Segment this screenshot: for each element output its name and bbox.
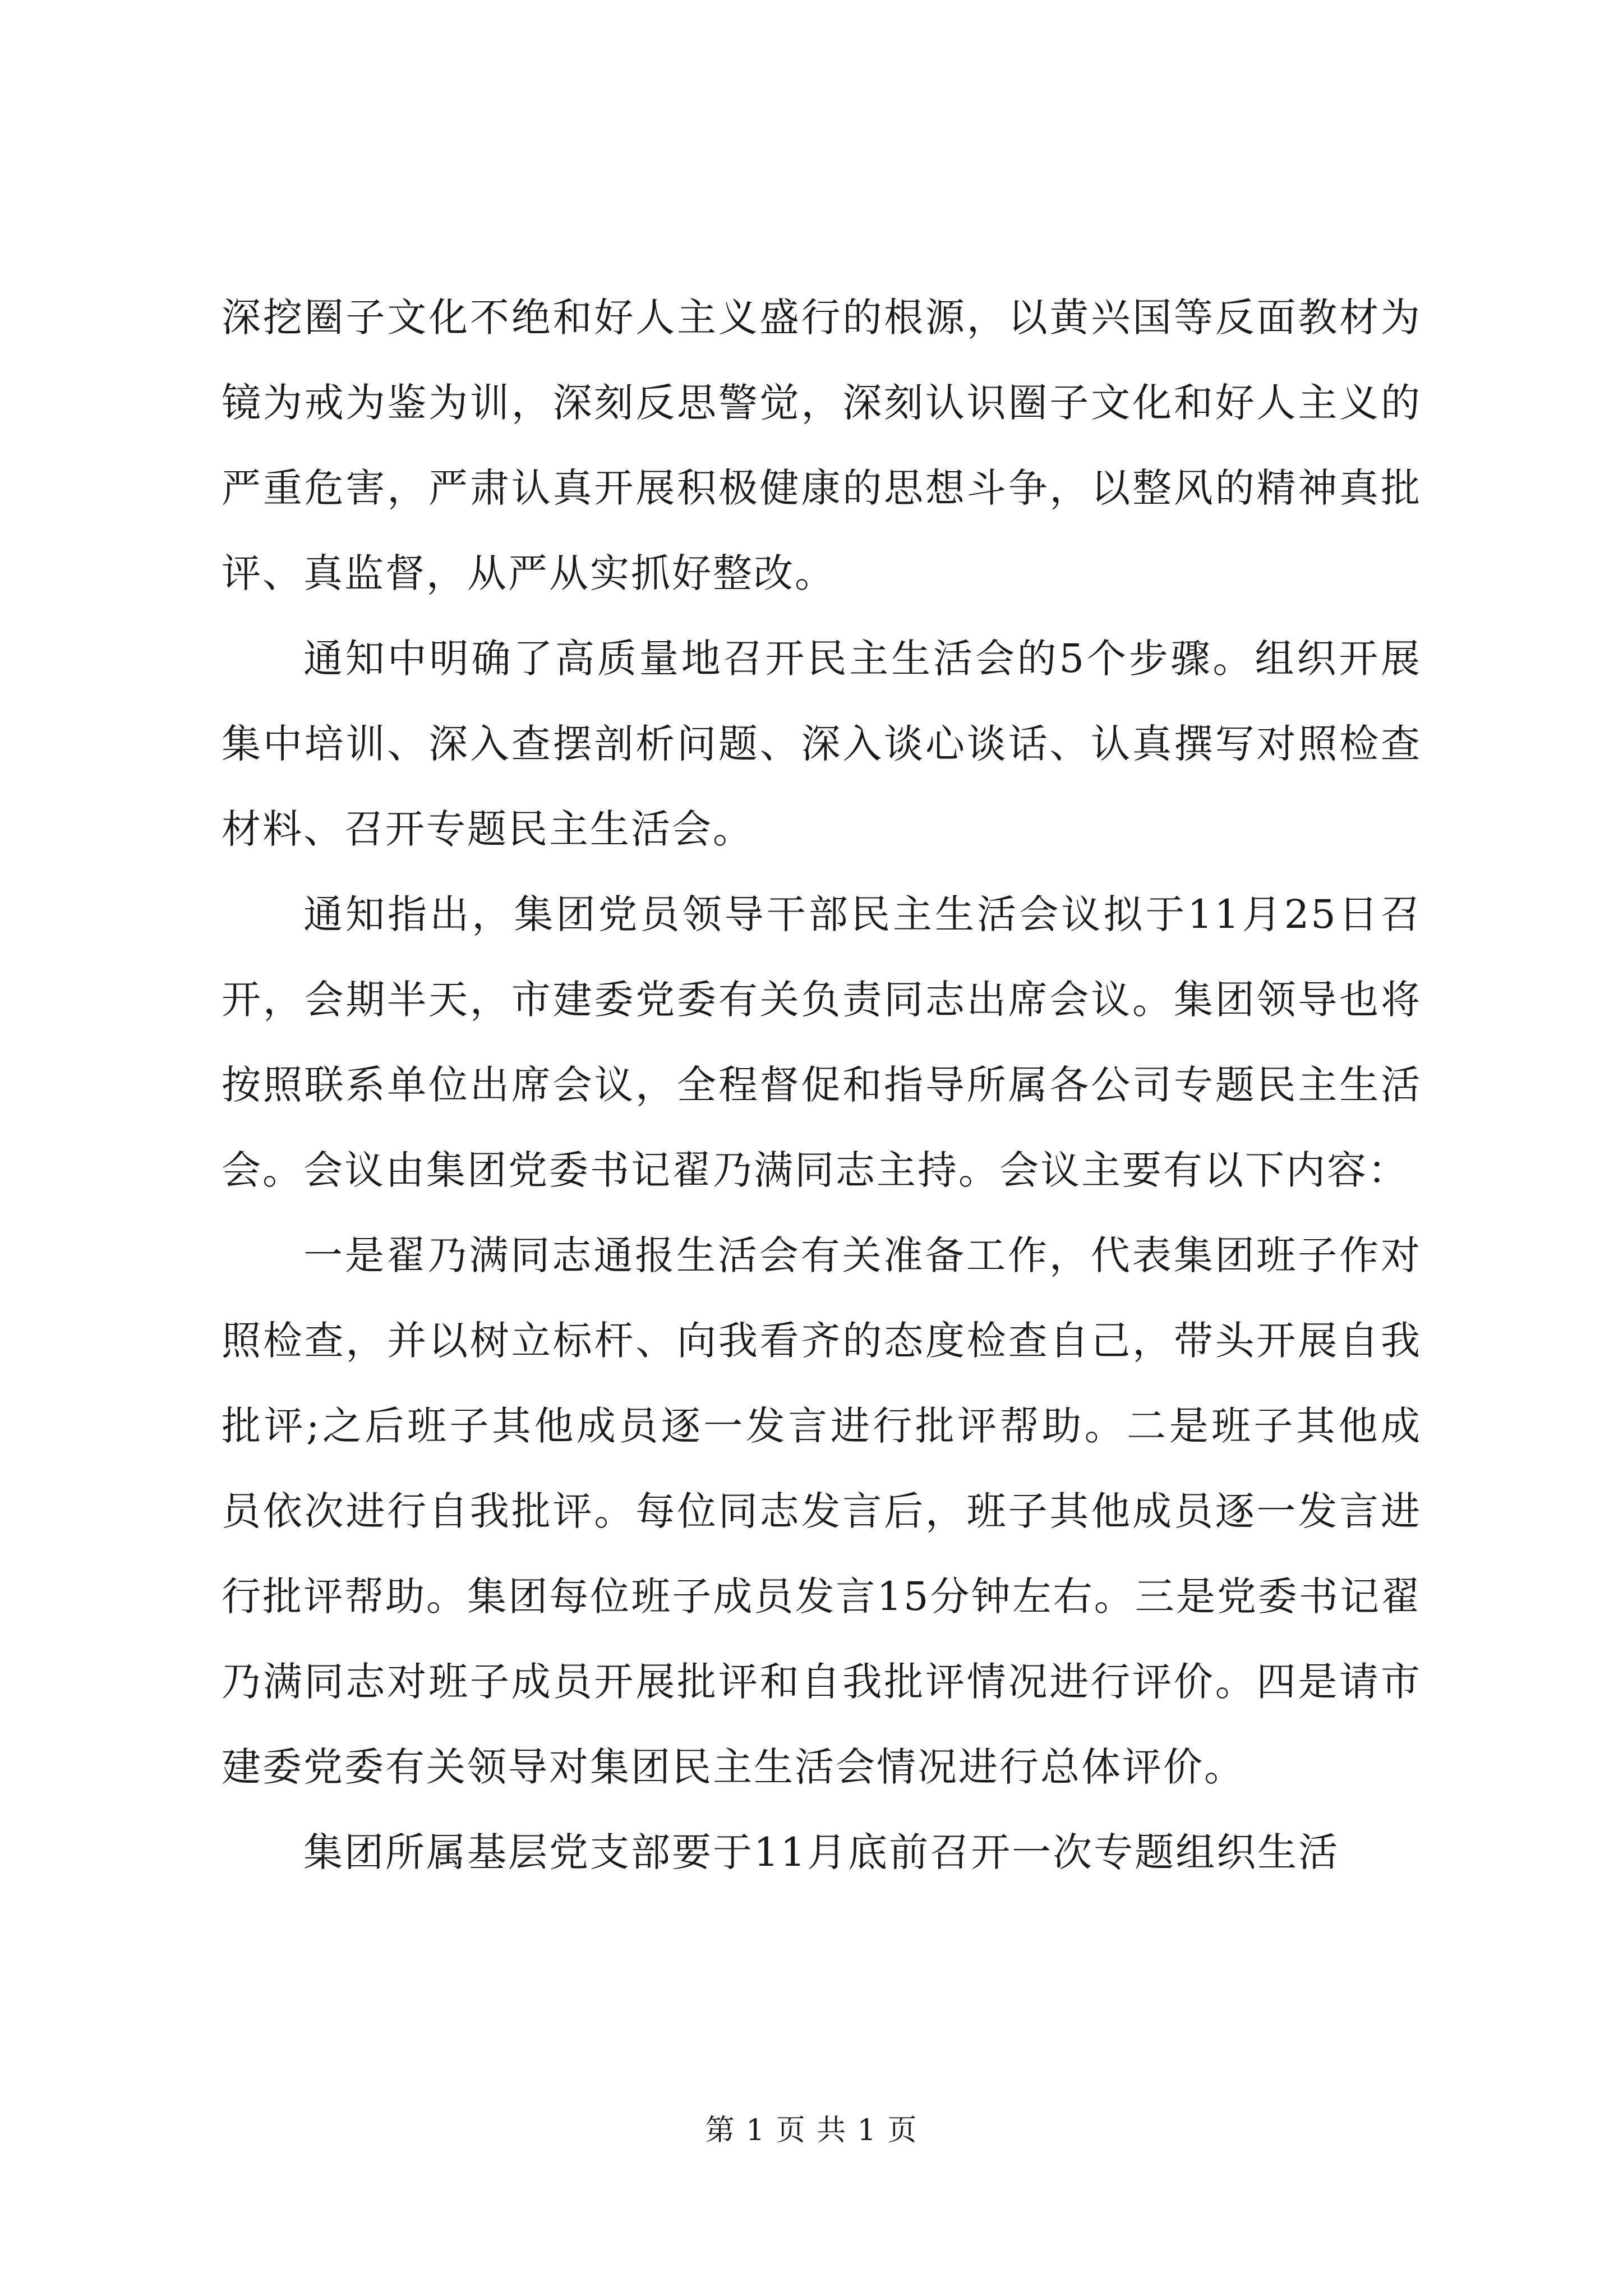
paragraph-3: 通知指出，集团党员领导干部民主生活会议拟于11月25日召开，会期半天，市建委党委有关负责同志出席会议。集团领导也将按照联系单位出席会议，全程督促和指导所属各公司专题民主生活会。会议由集团党委书记翟乃满同志主持。会议主要有以下内容： xyxy=(222,891,1422,1193)
paragraph-2: 通知中明确了高质量地召开民主生活会的5个步骤。组织开展集中培训、深入查摆剖析问题、深入谈心谈话、认真撰写对照检查材料、召开专题民主生活会。 xyxy=(222,636,1422,852)
page-footer: 第 1 页 共 1 页 xyxy=(705,2114,918,2147)
paragraph-5: 集团所属基层党支部要于11月底前召开一次专题组织生活 xyxy=(303,1829,1340,1875)
document-body xyxy=(222,275,1422,1895)
paragraph-4: 一是翟乃满同志通报生活会有关准备工作，代表集团班子作对照检查，并以树立标杆、向我看齐的态度检查自己，带头开展自我批评;之后班子其他成员逐一发言进行批评帮助。二是班子其他成员依次进行自我批评。每位同志发言后，班子其他成员逐一发言进行批评帮助。集团每位班子成员发言15分钟左右。三是党委书记翟乃满同志对班子成员开展批评和自我批评情况进行评价。四是请市建委党委有关领导对集团民主生活会情况进行总体评价。 xyxy=(222,1232,1422,1790)
paragraph-1: 深挖圈子文化不绝和好人主义盛行的根源，以黄兴国等反面教材为镜为戒为鉴为训，深刻反思警觉，深刻认识圈子文化和好人主义的严重危害，严肃认真开展积极健康的思想斗争，以整风的精神真批评、真监督，从严从实抓好整改。 xyxy=(222,295,1422,596)
